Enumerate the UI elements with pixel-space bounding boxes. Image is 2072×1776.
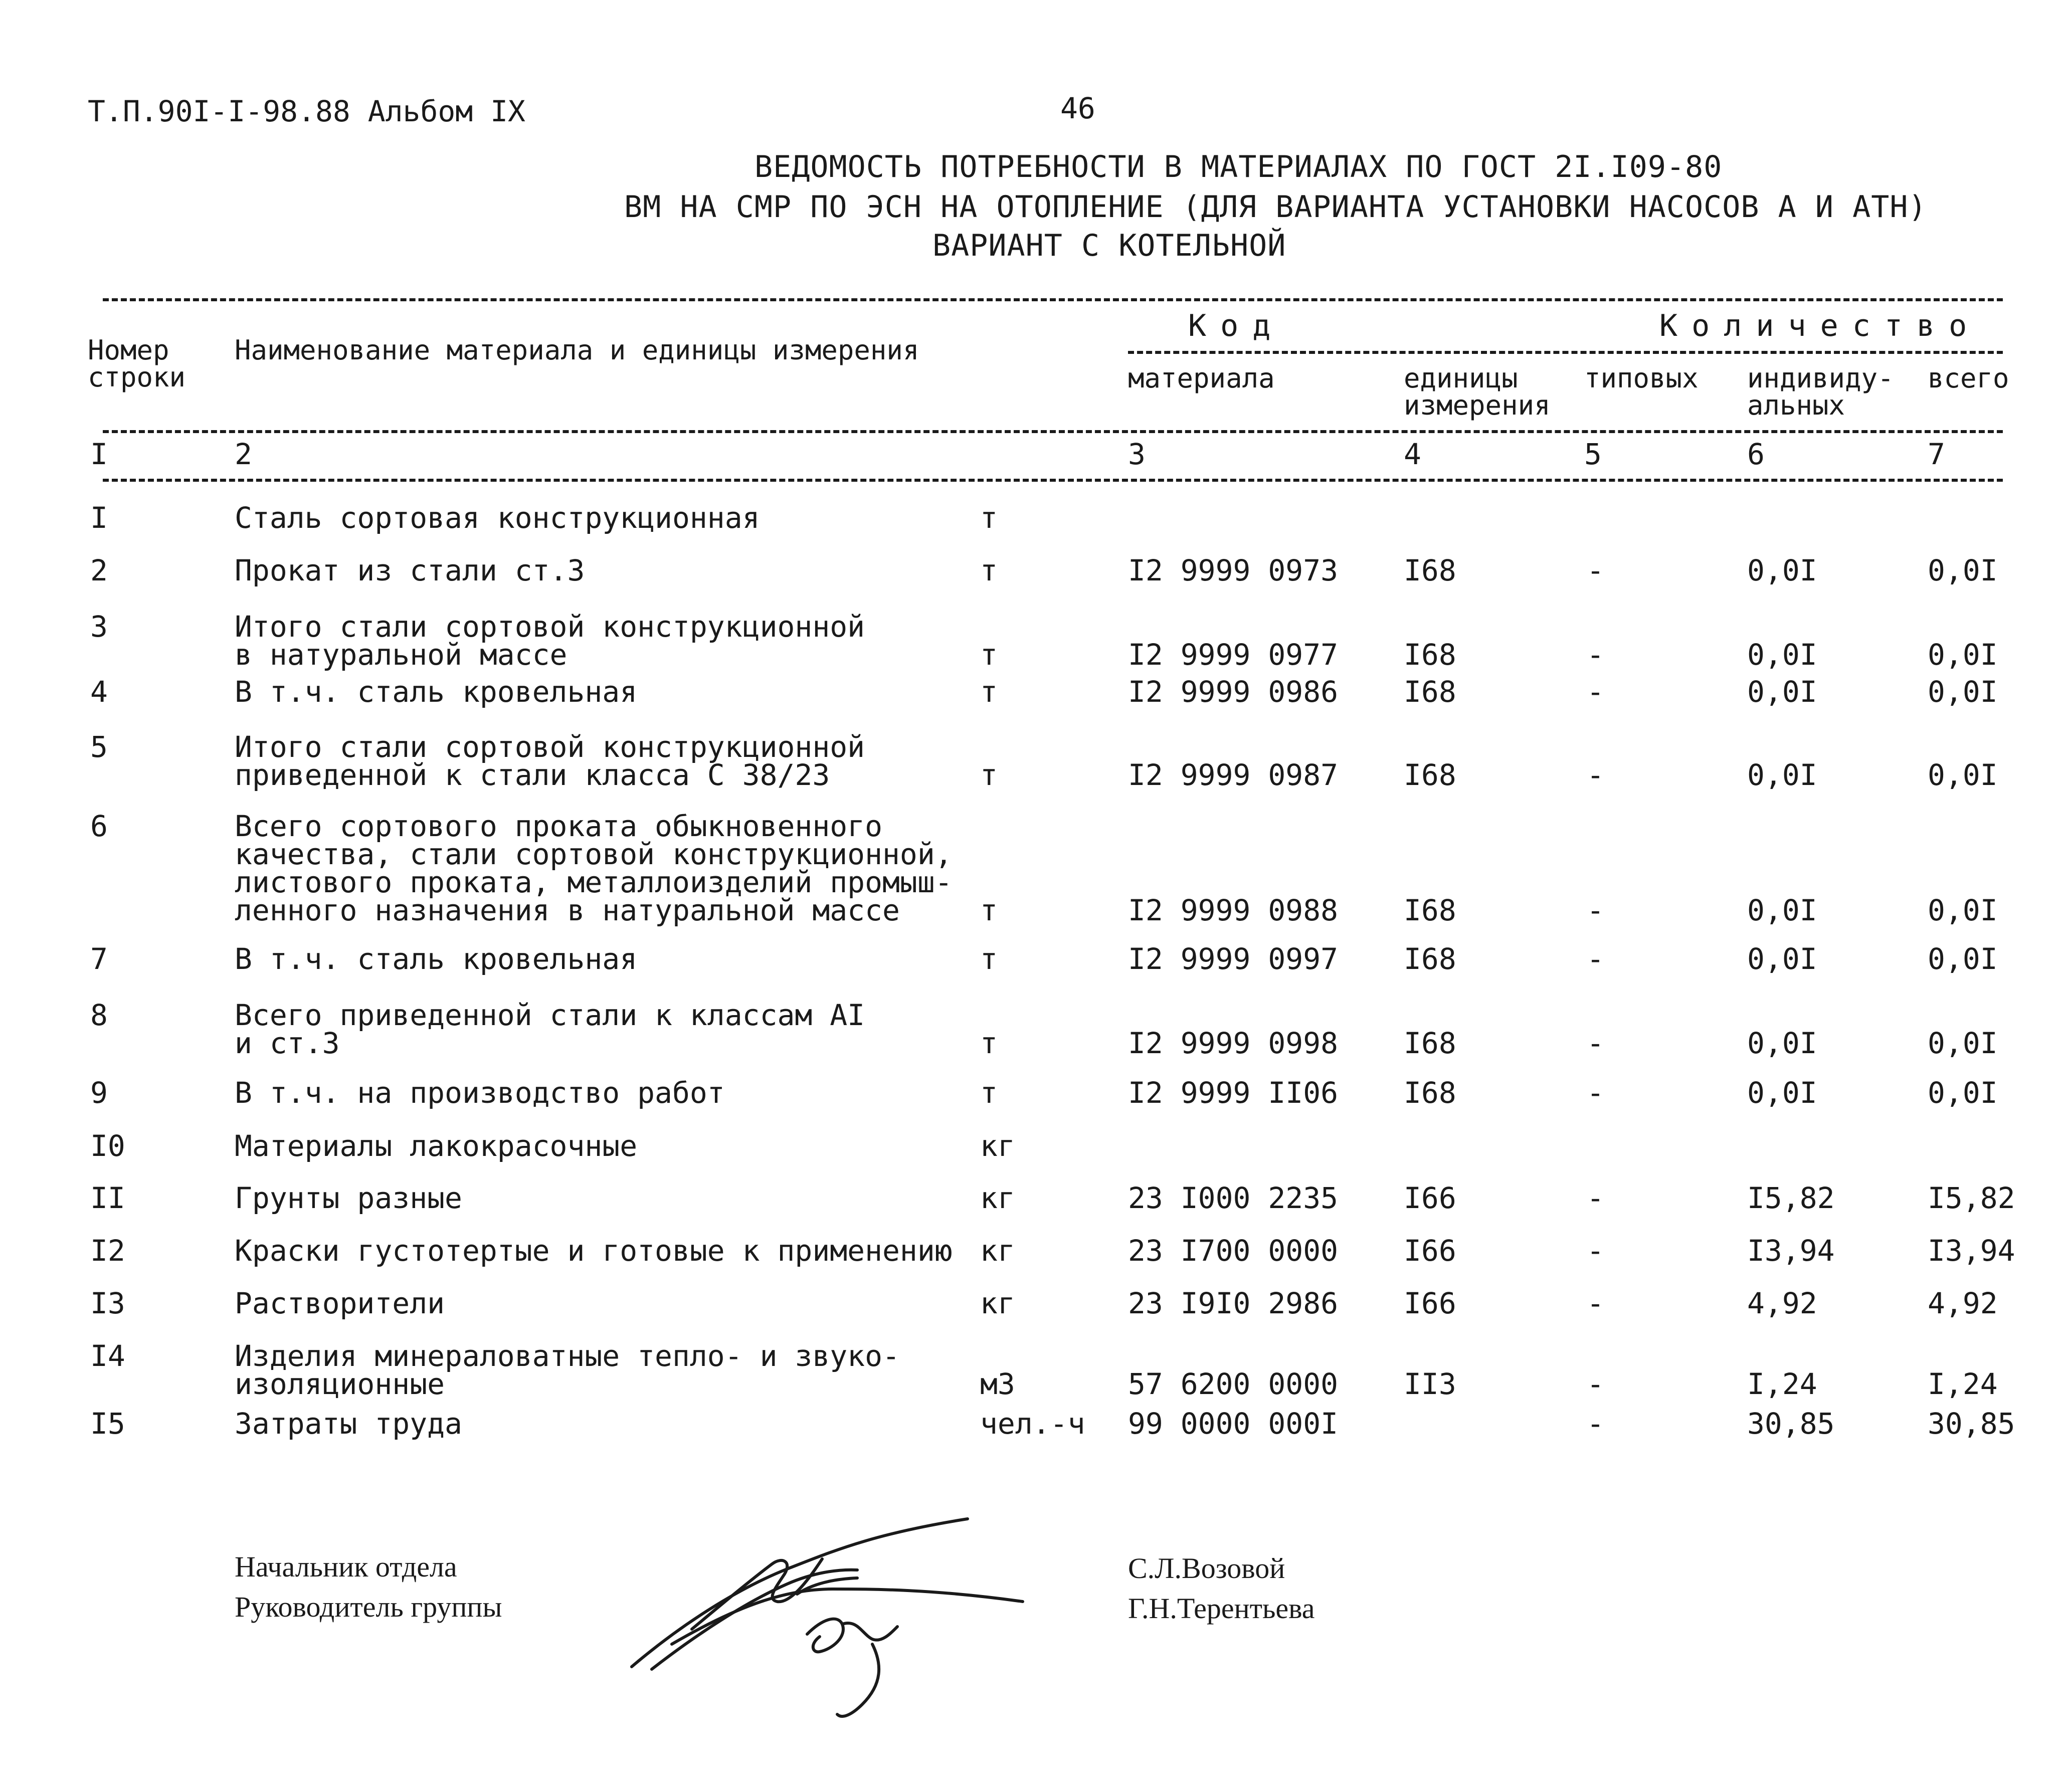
material-name-line: Сталь сортовая конструкционная [235,501,760,535]
material-code: 57 6200 0000 [1128,1367,1339,1401]
quantity-typical: - [1587,1026,1604,1060]
header-typical: типовых [1584,362,1699,394]
table-rule-numbers [103,479,2003,482]
row-number: I3 [90,1286,125,1320]
quantity-total: 4,92 [1928,1286,1998,1320]
unit-code: I68 [1404,893,1456,927]
material-name-line: приведенной к стали класса С 38/23 [235,758,830,792]
material-name-line: В т.ч. сталь кровельная [235,675,638,709]
row-number: 6 [90,809,108,843]
material-code: 99 0000 000I [1128,1407,1339,1441]
quantity-typical: - [1587,1407,1604,1441]
row-number: I4 [90,1339,125,1373]
row-number: 7 [90,942,108,976]
material-name-line: Грунты разные [235,1181,462,1215]
material-code: 23 I9I0 2986 [1128,1286,1339,1320]
row-number: I5 [90,1407,125,1441]
unit-code: I68 [1404,553,1456,587]
quantity-individual: 0,0I [1747,638,1817,672]
material-code: 23 I000 2235 [1128,1181,1339,1215]
quantity-total: I,24 [1928,1367,1998,1401]
header-unit-code-1: единицы [1404,362,1518,394]
material-code: I2 9999 0988 [1128,893,1339,927]
quantity-total: 0,0I [1928,638,1998,672]
row-number: I2 [90,1234,125,1268]
quantity-total: 30,85 [1928,1407,2015,1441]
signature-name-1: С.Л.Возовой [1128,1552,1285,1585]
unit-of-measure: т [980,553,998,587]
document-id: Т.П.90I-I-98.88 Альбом IX [88,94,525,128]
row-number: 2 [90,553,108,587]
quantity-typical: - [1587,1367,1604,1401]
row-number: I0 [90,1129,125,1163]
table-rule-group [1128,351,2003,354]
row-number: 3 [90,610,108,644]
quantity-total: 0,0I [1928,675,1998,709]
header-individual-2: альных [1747,389,1845,421]
material-name-line: в натуральной массе [235,638,568,672]
signature-role-2: Руководитель группы [235,1591,502,1623]
row-number: II [90,1181,125,1215]
quantity-individual: 4,92 [1747,1286,1817,1320]
unit-code: I68 [1404,758,1456,792]
row-number: 4 [90,675,108,709]
header-material-name: Наименование материала и единицы измерения [235,334,919,366]
material-code: I2 9999 0997 [1128,942,1339,976]
quantity-total: 0,0I [1928,893,1998,927]
quantity-typical: - [1587,1076,1604,1110]
title-line-1: ВЕДОМОСТЬ ПОТРЕБНОСТИ В МАТЕРИАЛАХ ПО ГОСТ 2I.I09-80 [755,149,1723,184]
row-number: 8 [90,998,108,1032]
title-line-2: ВМ НА СМР ПО ЭСН НА ОТОПЛЕНИЕ (ДЛЯ ВАРИАНТА УСТАНОВКИ НАСОСОВ А И АТН) [624,189,1927,225]
unit-of-measure: кг [980,1129,1015,1163]
page-number: 46 [1060,91,1095,125]
quantity-typical: - [1587,1286,1604,1320]
column-number: 2 [235,437,252,471]
material-code: I2 9999 II06 [1128,1076,1339,1110]
material-code: 23 I700 0000 [1128,1234,1339,1268]
column-number: 7 [1928,437,1945,471]
unit-of-measure: м3 [980,1367,1015,1401]
header-material-code: материала [1128,362,1275,394]
quantity-individual: 0,0I [1747,675,1817,709]
material-name-line: Всего сортового проката обыкновенного [235,809,883,843]
unit-of-measure: кг [980,1181,1015,1215]
material-name-line: Всего приведенной стали к классам AI [235,998,865,1032]
material-name-line: Краски густотертые и готовые к применению [235,1234,953,1268]
quantity-individual: 0,0I [1747,553,1817,587]
material-name-line: качества, стали сортовой конструкционной, [235,837,953,871]
row-number: 5 [90,730,108,764]
unit-of-measure: т [980,1076,998,1110]
material-code: I2 9999 0986 [1128,675,1339,709]
signature-role-1: Начальник отдела [235,1550,457,1583]
quantity-individual: 0,0I [1747,1026,1817,1060]
material-name-line: листового проката, металлоизделий промыш- [235,865,953,899]
quantity-individual: 30,85 [1747,1407,1835,1441]
unit-of-measure: чел.-ч [980,1407,1085,1441]
material-name-line: Затраты труда [235,1407,462,1441]
unit-code: I68 [1404,1076,1456,1110]
quantity-total: 0,0I [1928,553,1998,587]
unit-of-measure: кг [980,1286,1015,1320]
unit-code: I66 [1404,1286,1456,1320]
unit-code: I68 [1404,942,1456,976]
quantity-individual: 0,0I [1747,893,1817,927]
header-individual-1: индивиду- [1747,362,1894,394]
unit-of-measure: т [980,501,998,535]
quantity-typical: - [1587,942,1604,976]
unit-code: I68 [1404,638,1456,672]
quantity-individual: 0,0I [1747,942,1817,976]
table-rule-header [103,430,2003,433]
unit-of-measure: т [980,675,998,709]
material-name-line: В т.ч. сталь кровельная [235,942,638,976]
quantity-individual: I,24 [1747,1367,1817,1401]
unit-code: I68 [1404,1026,1456,1060]
quantity-total: 0,0I [1928,1026,1998,1060]
quantity-individual: I5,82 [1747,1181,1835,1215]
quantity-individual: 0,0I [1747,1076,1817,1110]
quantity-typical: - [1587,638,1604,672]
unit-of-measure: т [980,758,998,792]
material-name-line: Прокат из стали ст.3 [235,553,585,587]
column-number: 3 [1128,437,1146,471]
quantity-total: I3,94 [1928,1234,2015,1268]
quantity-total: 0,0I [1928,758,1998,792]
material-name-line: и ст.3 [235,1026,340,1060]
column-number: I [90,437,108,471]
unit-of-measure: т [980,942,998,976]
quantity-typical: - [1587,553,1604,587]
quantity-total: 0,0I [1928,942,1998,976]
unit-of-measure: кг [980,1234,1015,1268]
material-code: I2 9999 0998 [1128,1026,1339,1060]
quantity-typical: - [1587,1234,1604,1268]
row-number: 9 [90,1076,108,1110]
material-name-line: Материалы лакокрасочные [235,1129,638,1163]
row-number: I [90,501,108,535]
quantity-individual: I3,94 [1747,1234,1835,1268]
quantity-typical: - [1587,1181,1604,1215]
column-number: 5 [1584,437,1602,471]
quantity-typical: - [1587,675,1604,709]
column-number: 6 [1747,437,1765,471]
unit-code: I66 [1404,1234,1456,1268]
header-quantity-group: Количество [1659,308,1981,343]
material-name-line: В т.ч. на производство работ [235,1076,725,1110]
unit-code: I66 [1404,1181,1456,1215]
quantity-total: 0,0I [1928,1076,1998,1110]
table-rule-top [103,298,2003,301]
handwritten-signature [622,1514,1033,1729]
unit-code: II3 [1404,1367,1456,1401]
unit-code: I68 [1404,675,1456,709]
header-row-number-1: Номер [88,334,169,366]
quantity-total: I5,82 [1928,1181,2015,1215]
quantity-typical: - [1587,893,1604,927]
header-code-group: Код [1188,308,1285,343]
material-name-line: изоляционные [235,1367,445,1401]
unit-of-measure: т [980,638,998,672]
quantity-typical: - [1587,758,1604,792]
material-code: I2 9999 0987 [1128,758,1339,792]
title-line-3: ВАРИАНТ С КОТЕЛЬНОЙ [932,228,1286,263]
material-name-line: Итого стали сортовой конструкционной [235,730,865,764]
header-total: всего [1928,362,2009,394]
material-name-line: Изделия минераловатные тепло- и звуко- [235,1339,900,1373]
header-unit-code-2: измерения [1404,389,1551,421]
material-name-line: Итого стали сортовой конструкционной [235,610,865,644]
column-number: 4 [1404,437,1421,471]
material-name-line: ленного назначения в натуральной массе [235,893,900,927]
material-name-line: Растворители [235,1286,445,1320]
unit-of-measure: т [980,893,998,927]
header-row-number-2: строки [88,361,186,393]
quantity-individual: 0,0I [1747,758,1817,792]
signature-name-2: Г.Н.Терентьева [1128,1592,1315,1625]
unit-of-measure: т [980,1026,998,1060]
material-code: I2 9999 0977 [1128,638,1339,672]
material-code: I2 9999 0973 [1128,553,1339,587]
